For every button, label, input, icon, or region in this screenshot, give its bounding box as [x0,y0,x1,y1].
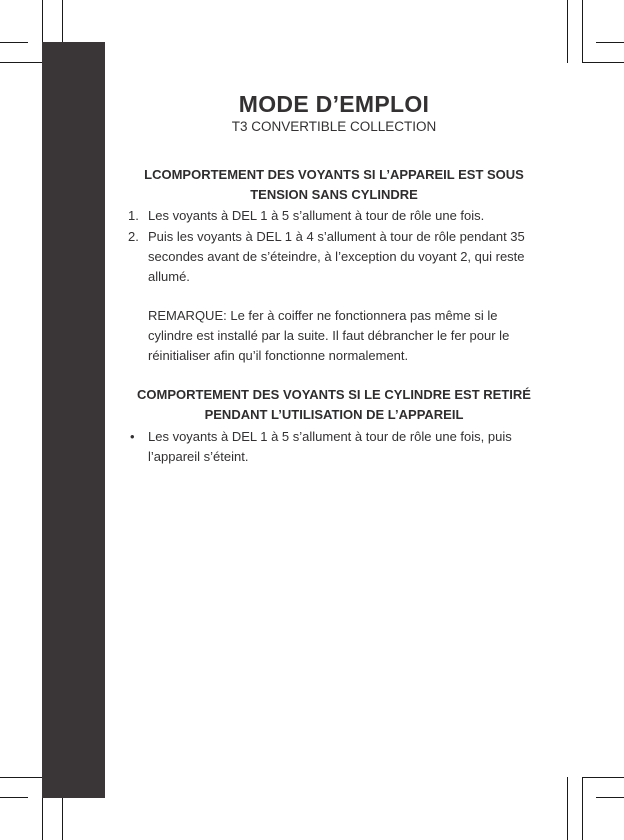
section-heading: LCOMPORTEMENT DES VOYANTS SI L’APPAREIL EST SOUS TENSION SANS CYLINDRE [144,167,524,202]
crop-mark [582,0,583,63]
page-subtitle: T3 CONVERTIBLE COLLECTION [231,119,437,134]
crop-mark [0,797,28,798]
crop-mark [596,42,624,43]
list-item-text: Les voyants à DEL 1 à 5 s’allument à tour de rôle une fois. [148,208,485,223]
note-text: REMARQUE: Le fer à coiffer ne fonctionnera pas même si le cylindre est installé par la suite. Il faut débrancher le fer pour le réinitialiser afin qu’il fonctionne normalement. [148,308,510,363]
crop-mark [582,777,583,840]
list-item-number: 2. [128,229,139,244]
crop-mark [582,62,624,63]
crop-mark [582,777,624,778]
crop-mark [0,777,42,778]
crop-mark [596,797,624,798]
crop-mark [567,777,568,840]
list-item-number: 1. [128,208,139,223]
side-color-band [42,42,105,798]
page-title: MODE D’EMPLOI [238,91,430,117]
crop-mark [0,62,42,63]
crop-mark [567,0,568,63]
list-item-text: Puis les voyants à DEL 1 à 4 s’allument à tour de rôle pendant 35 secondes avant de s’éteindre, à l’exception du voyant 2, qui reste allumé. [148,229,525,284]
section-heading: COMPORTEMENT DES VOYANTS SI LE CYLINDRE EST RETIRÉ PENDANT L’UTILISATION DE L’APPAREIL [137,387,531,422]
bullet-icon: • [130,429,135,444]
crop-mark [0,42,28,43]
list-item-text: Les voyants à DEL 1 à 5 s’allument à tour de rôle une fois, puis l’appareil s’éteint. [148,429,512,464]
